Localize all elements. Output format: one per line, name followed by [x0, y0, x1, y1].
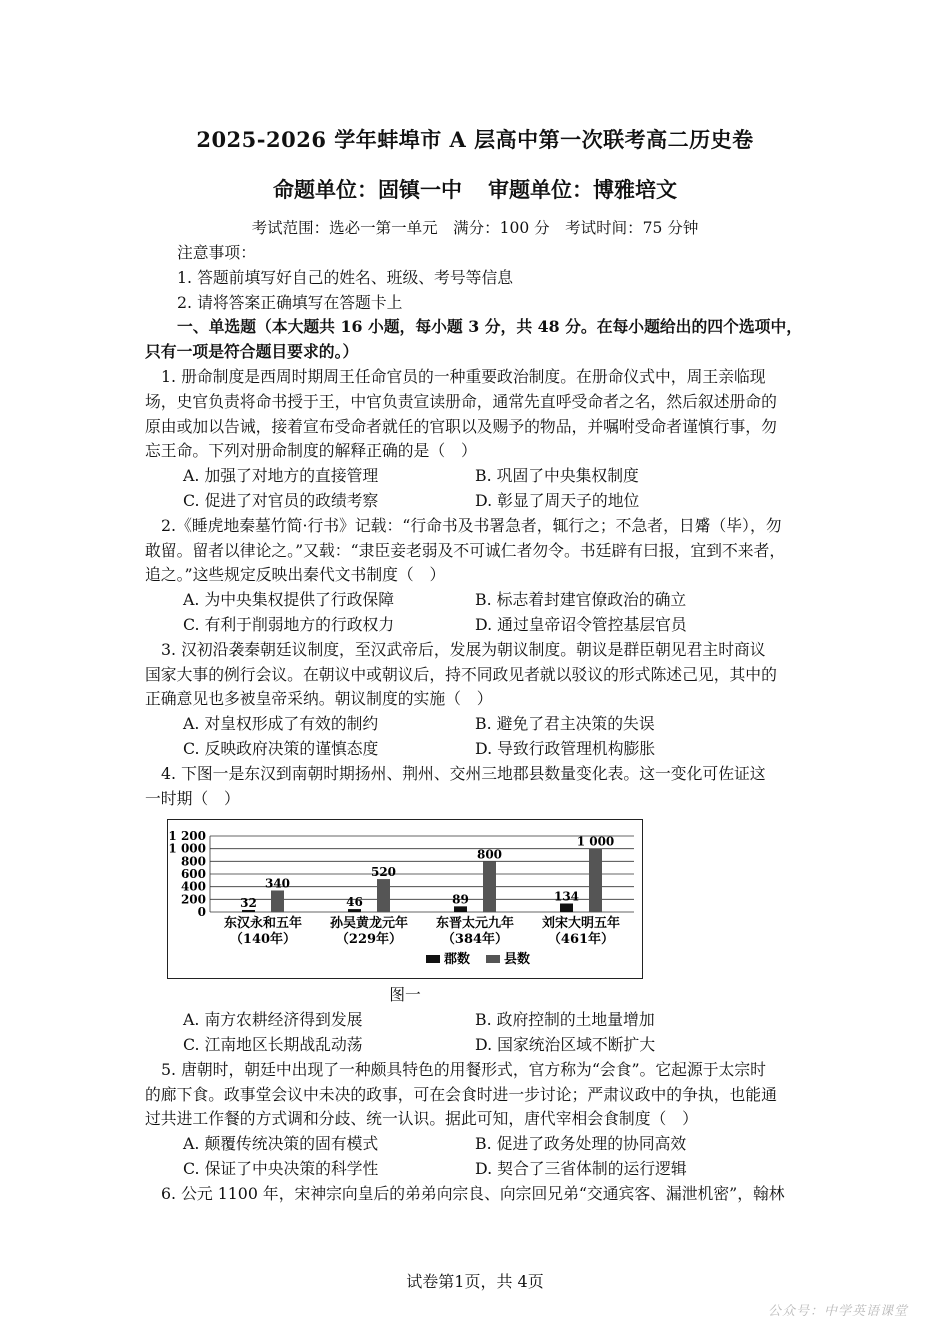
figure-caption: 图一 [389, 985, 421, 1005]
bar-prefectures [242, 910, 255, 912]
options-row [145, 588, 810, 613]
reviewer-unit: 审题单位：博雅培文 [488, 178, 677, 202]
option-a: A. 加强了对地方的直接管理 [183, 466, 379, 486]
data-label: 1 000 [576, 834, 615, 849]
option-d: D. 契合了三省体制的运行逻辑 [475, 1158, 687, 1178]
legend-swatch [486, 955, 500, 963]
bar-prefectures [560, 904, 573, 912]
question-text: 原由或加以告诫，接着宣布受命者就任的官职以及赐予的物品，并嘱咐受命者谨慎行事，勿 [145, 416, 777, 436]
data-label: 32 [240, 896, 257, 911]
county-count-chart [167, 819, 643, 979]
options-row [145, 712, 810, 737]
exam-info: 考试范围：选必一第一单元 满分：100 分 考试时间：75 分钟 [251, 219, 699, 237]
x-tick-label: （461年） [547, 932, 615, 948]
options-row [145, 737, 810, 762]
section-heading-cont: 只有一项是符合题目要求的。） [145, 342, 359, 362]
y-tick-label: 0 [197, 905, 206, 920]
exam-body [145, 241, 810, 1207]
bar-prefectures [454, 907, 467, 913]
notes-heading: 注意事项： [177, 243, 256, 262]
question-text: 2.《睡虎地秦墓竹简·行书》记载：“行命书及书署急者，辄行之；不急者，日觱（毕），勿 [161, 515, 782, 535]
option-a: A. 颠覆传统决策的固有模式 [183, 1134, 379, 1154]
option-c: C. 有利于削弱地方的行政权力 [183, 614, 395, 634]
question-3 [145, 638, 810, 762]
question-4 [145, 762, 810, 1058]
option-b: B. 政府控制的土地量增加 [475, 1010, 655, 1030]
option-d: D. 通过皇帝诏令管控基层官员 [475, 614, 687, 634]
option-d: D. 导致行政管理机构膨胀 [475, 738, 656, 758]
options-row [145, 1157, 810, 1182]
option-b: B. 促进了政务处理的协同高效 [475, 1134, 687, 1154]
x-tick-label: （229年） [335, 932, 403, 948]
x-tick-label: 东晋太元九年 [435, 916, 515, 932]
question-text: 敢留。留者以律论之。”又载：“隶臣妾老弱及不可诚仁者勿令。书廷辟有曰报，宜到不来者， [145, 540, 786, 560]
y-tick-label: 1 200 [168, 829, 206, 844]
question-text: 国家大事的例行会议。在朝议中或朝议后，持不同政见者就以驳议的形式陈述己见，其中的 [145, 664, 777, 684]
option-b: B. 避免了君主决策的失误 [475, 714, 655, 734]
note-item: 2. 请将答案正确填写在答题卡上 [177, 292, 403, 312]
option-a: A. 南方农耕经济得到发展 [183, 1010, 363, 1030]
x-tick-label: （384年） [441, 932, 509, 948]
question-6 [145, 1182, 810, 1207]
y-tick-label: 600 [180, 867, 206, 882]
bar-counties [483, 862, 496, 913]
data-label: 340 [264, 876, 291, 891]
question-text: 追之。”这些规定反映出秦代文书制度（ ） [145, 565, 446, 585]
watermark: 公众号：中学英语课堂 [767, 1304, 908, 1319]
question-2 [145, 514, 810, 638]
bar-counties [377, 879, 390, 912]
page-footer: 试卷第1页，共 4页 [406, 1272, 544, 1291]
option-d: D. 彰显了周天子的地位 [475, 490, 640, 510]
option-c: C. 反映政府决策的谨慎态度 [183, 738, 379, 758]
y-tick-label: 1 000 [168, 841, 206, 856]
note-item: 1. 答题前填写好自己的姓名、班级、考号等信息 [177, 267, 514, 287]
y-tick-label: 800 [180, 854, 206, 869]
y-tick-label: 400 [180, 879, 206, 894]
exam-units [0, 174, 950, 204]
question-text: 5. 唐朝时，朝廷中出现了一种颇具特色的用餐形式，官方称为“会食”。它起源于太宗时 [161, 1059, 766, 1079]
legend-swatch [426, 955, 440, 963]
x-tick-label: 东汉永和五年 [223, 916, 303, 932]
options-row [145, 613, 810, 638]
x-tick-label: 刘宋大明五年 [541, 916, 621, 932]
options-row [145, 1132, 810, 1157]
question-text: 的廊下食。政事堂会议中未决的政事，可在会食时进一步讨论；严肃议政中的争执，也能通 [145, 1084, 777, 1104]
option-c: C. 保证了中央决策的科学性 [183, 1158, 379, 1178]
option-c: C. 促进了对官员的政绩考察 [183, 490, 379, 510]
question-text: 场，史官负责将命书授于王，中官负责宣读册命，通常先直呼受命者之名，然后叙述册命的 [145, 391, 777, 411]
bar-counties [271, 891, 284, 913]
data-label: 134 [553, 889, 580, 904]
y-tick-label: 200 [180, 892, 206, 907]
options-row [145, 464, 810, 489]
legend-label: 县数 [504, 952, 531, 968]
data-label: 800 [476, 847, 503, 862]
options-row [145, 1008, 810, 1033]
bar-counties [589, 849, 602, 912]
question-1 [145, 365, 810, 514]
options-row [145, 489, 810, 514]
option-b: B. 标志着封建官僚政治的确立 [475, 590, 687, 610]
options-row [145, 1033, 810, 1058]
bar-prefectures [348, 909, 361, 912]
data-label: 46 [346, 895, 363, 910]
question-text: 1. 册命制度是西周时期周王任命官员的一种重要政治制度。在册命仪式中，周王亲临现 [161, 366, 766, 386]
option-c: C. 江南地区长期战乱动荡 [183, 1034, 363, 1054]
question-text: 4. 下图一是东汉到南朝时期扬州、荆州、交州三地郡县数量变化表。这一变化可佐证这 [161, 763, 766, 783]
question-text: 一时期（ ） [145, 788, 240, 808]
proposer-unit: 命题单位：固镇一中 [273, 178, 462, 202]
data-label: 520 [370, 865, 397, 880]
legend-label: 郡数 [444, 952, 471, 968]
question-text: 忘王命。下列对册命制度的解释正确的是（ ） [145, 441, 477, 461]
data-label: 89 [452, 892, 469, 907]
section-heading: 一、单选题（本大题共 16 小题，每小题 3 分，共 48 分。在每小题给出的四个选项中， [177, 317, 803, 337]
question-text: 过共进工作餐的方式调和分歧、统一认识。据此可知，唐代宰相会食制度（ ） [145, 1109, 698, 1129]
question-5 [145, 1058, 810, 1182]
option-a: A. 对皇权形成了有效的制约 [183, 714, 379, 734]
question-text: 6. 公元 1100 年，宋神宗向皇后的弟弟向宗良、向宗回兄弟“交通宾客、漏泄机密”，翰林 [161, 1183, 785, 1203]
exam-title: 2025-2026 学年蚌埠市 A 层高中第一次联考高二历史卷 [196, 127, 754, 152]
x-tick-label: 孙吴黄龙元年 [329, 916, 409, 932]
bar-chart-svg [168, 820, 642, 978]
x-tick-label: （140年） [229, 932, 297, 948]
option-a: A. 为中央集权提供了行政保障 [183, 590, 395, 610]
option-d: D. 国家统治区域不断扩大 [475, 1034, 656, 1054]
question-text: 3. 汉初沿袭秦朝廷议制度，至汉武帝后，发展为朝议制度。朝议是群臣朝见君主时商议 [161, 639, 766, 659]
question-text: 正确意见也多被皇帝采纳。朝议制度的实施（ ） [145, 689, 493, 709]
option-b: B. 巩固了中央集权制度 [475, 466, 639, 486]
